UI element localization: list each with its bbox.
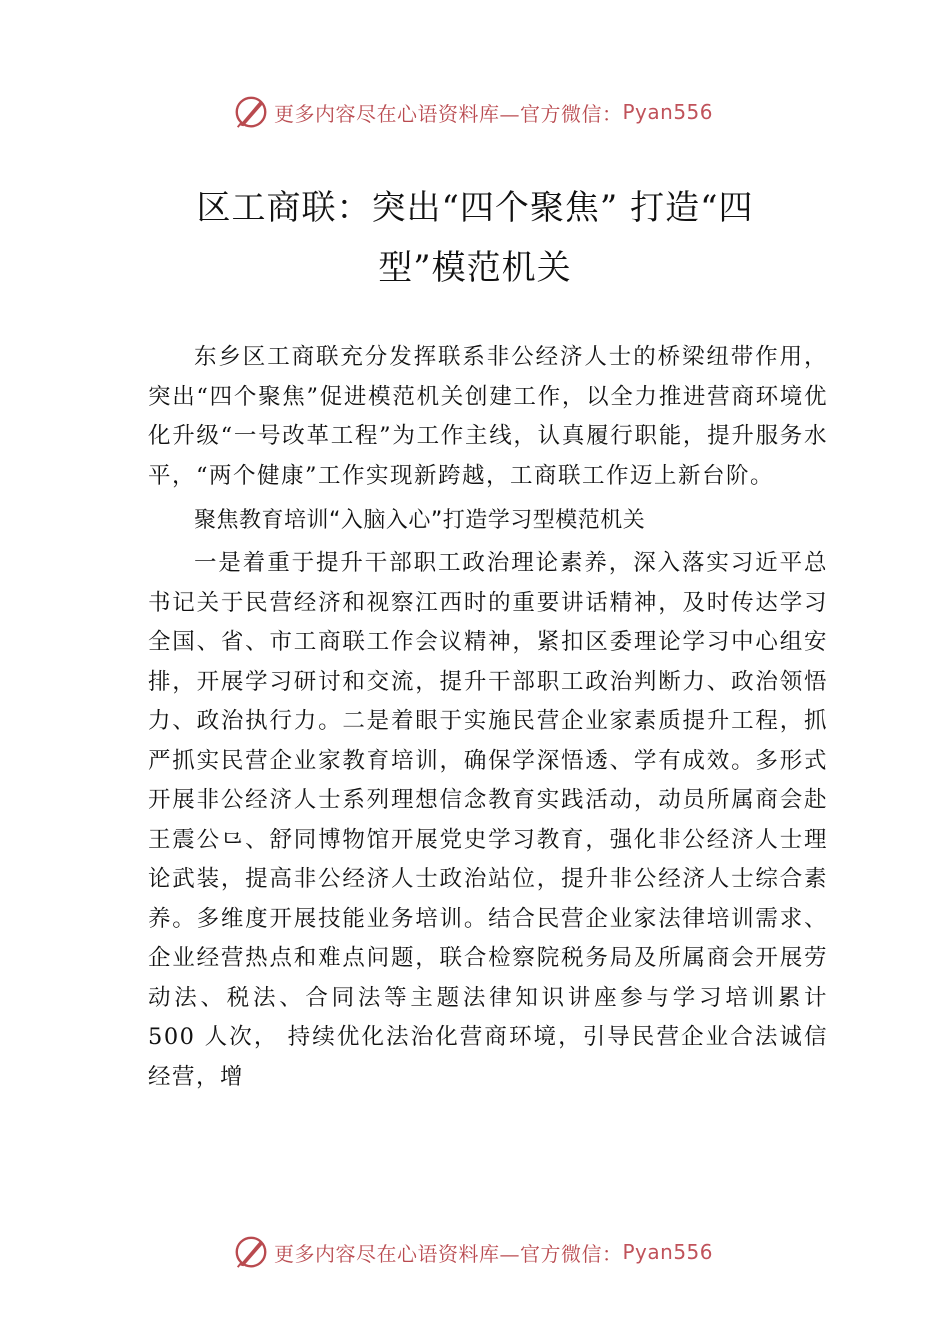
title-line-2: 型”模范机关 xyxy=(378,248,572,288)
quill-logo-icon xyxy=(232,1233,270,1271)
document-body xyxy=(148,338,828,1097)
quill-logo-icon xyxy=(232,93,270,131)
document-title xyxy=(0,178,950,298)
watermark-text: 更多内容尽在心语资料库—官方微信： xyxy=(274,101,623,126)
section-heading: 聚焦教育培训“入脑入心”打造学习型模范机关 xyxy=(194,508,646,533)
watermark-text: 更多内容尽在心语资料库—官方微信： xyxy=(274,1241,623,1266)
section-paragraph: 一是着重于提升干部职工政治理论素养，深入落实习近平总书记关于民营经济和视察江西时的重要讲话精神，及时传达学习全国、省、市工商联工作会议精神，紧扣区委理论学习中心组安排，开展学习研讨和交流，提升干部职工政治判断力、政治领悟力、政治执行力。二是着眼于实施民营企业家素质提升工程，抓严抓实民营企业家教育培训，确保学深悟透、学有成效。多形式开展非公经济人士系列理想信念教育实践活动，动员所属商会赴王震公⺋、舒同博物馆开展党史学习教育，强化非公经济人士理论武装，提高非公经济人士政治站位，提升非公经济人士综合素养。多维度开展技能业务培训。结合民营企业家法律培训需求、企业经营热点和难点问题，联合检察院税务局及所属商会开展劳动法、税法、合同法等主题法律知识讲座参与学习培训累计 500 人次， 持续优化法治化营商环境，引导民营企业合法诚信经营，增 xyxy=(148,550,828,1090)
watermark-banner-top xyxy=(0,92,950,132)
watermark-handle: Pyan556 xyxy=(622,1240,714,1264)
title-line-1: 区工商联：突出“四个聚焦” 打造“四 xyxy=(196,188,754,228)
intro-paragraph: 东乡区工商联充分发挥联系非公经济人士的桥梁纽带作用，突出“四个聚焦”促进模范机关创建工作，以全力推进营商环境优化升级“一号改革工程”为工作主线，认真履行职能，提升服务水平，“两个健康”工作实现新跨越，工商联工作迈上新台阶。 xyxy=(148,344,828,489)
watermark-banner-bottom xyxy=(0,1232,950,1272)
watermark-handle: Pyan556 xyxy=(622,100,714,124)
